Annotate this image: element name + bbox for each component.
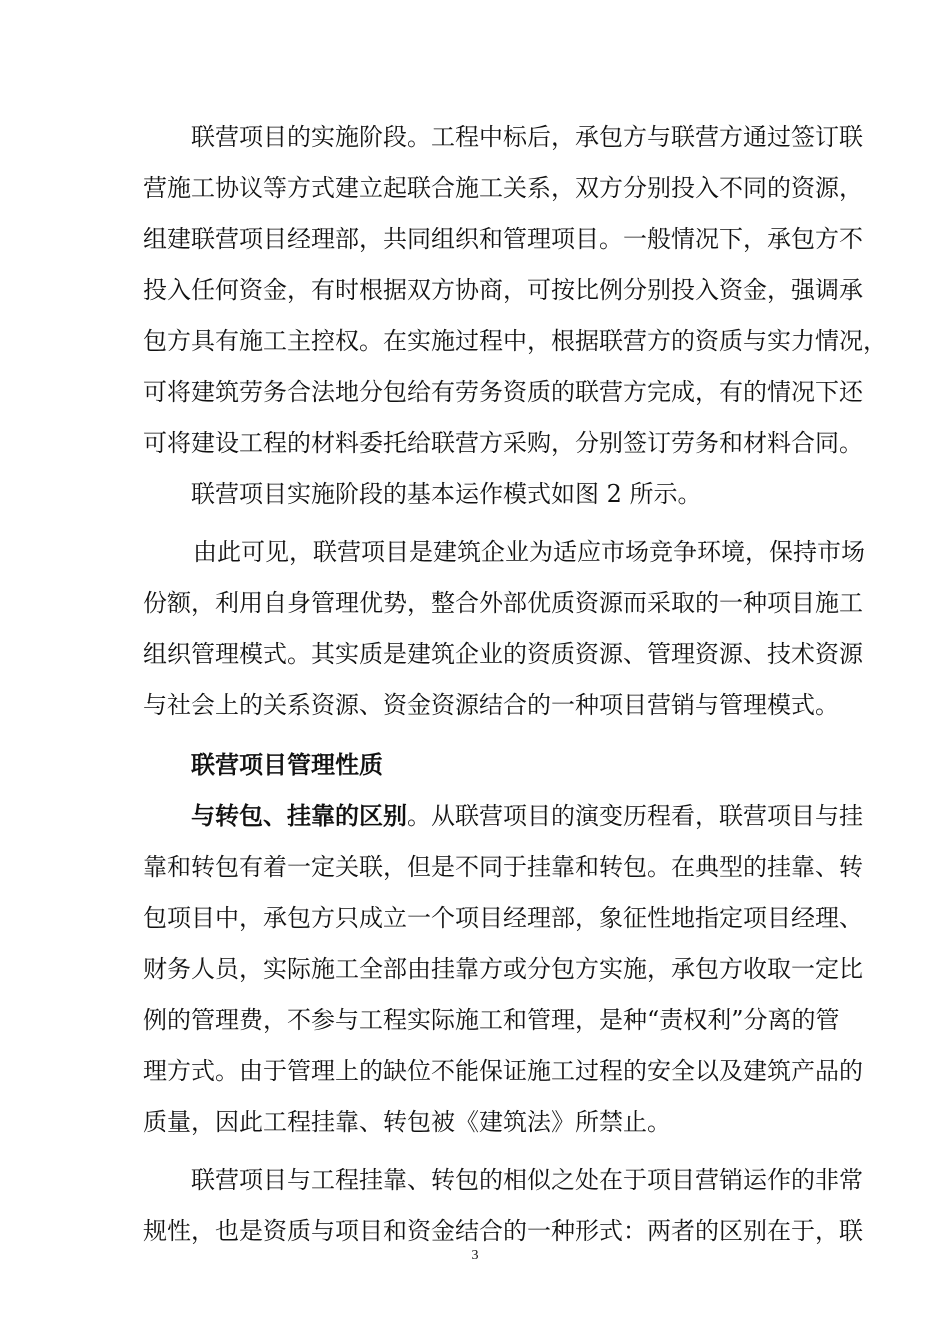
paragraph-spacing — [143, 520, 806, 527]
paragraph-line: 包项目中，承包方只成立一个项目经理部，象征性地指定项目经理、 — [143, 904, 863, 932]
paragraph-line: 联营项目与工程挂靠、转包的相似之处在于项目营销运作的非常 — [191, 1166, 863, 1194]
paragraph-line: 可将建设工程的材料委托给联营方采购，分别签订劳务和材料合同。 — [143, 429, 863, 457]
page-number: 3 — [471, 1248, 479, 1263]
paragraph-line: 联营项目的实施阶段。工程中标后，承包方与联营方通过签订联 — [191, 123, 863, 151]
paragraph-line: 财务人员，实际施工全部由挂靠方或分包方实施，承包方收取一定比 — [143, 955, 863, 983]
paragraph-conclusion — [143, 527, 865, 731]
paragraph-line: 包方具有施工主控权。在实施过程中，根据联营方的资质与实力情况， — [143, 327, 887, 355]
document-body — [143, 112, 887, 1257]
paragraph-line: 联营项目实施阶段的基本运作模式如图 2 所示。 — [191, 480, 702, 508]
paragraph-spacing — [143, 1148, 806, 1155]
paragraph-figure-reference — [143, 469, 806, 520]
paragraph-text: 。从联营项目的演变历程看，联营项目与挂 — [407, 802, 863, 830]
paragraph-line: 靠和转包有着一定关联，但是不同于挂靠和转包。在典型的挂靠、转 — [143, 853, 863, 881]
paragraph-implementation-stage — [143, 112, 887, 469]
paragraph-line: 质量，因此工程挂靠、转包被《建筑法》所禁止。 — [143, 1108, 671, 1136]
paragraph-line — [143, 791, 863, 842]
paragraph-line: 例的管理费，不参与工程实际施工和管理，是种“责权利”分离的管 — [143, 1006, 840, 1034]
paragraph-line: 投入任何资金，有时根据双方协商，可按比例分别投入资金，强调承 — [143, 276, 863, 304]
section-heading: 联营项目管理性质 — [191, 751, 383, 779]
paragraph-line: 营施工协议等方式建立起联合施工关系，双方分别投入不同的资源， — [143, 174, 863, 202]
paragraph-line: 组建联营项目经理部，共同组织和管理项目。一般情况下，承包方不 — [143, 225, 863, 253]
paragraph-difference-from-subcontracting — [143, 791, 863, 1148]
paragraph-line: 组织管理模式。其实质是建筑企业的资质资源、管理资源、技术资源 — [143, 640, 863, 668]
paragraph-similarities — [143, 1155, 863, 1257]
paragraph-line: 由此可见，联营项目是建筑企业为适应市场竞争环境，保持市场 — [193, 538, 865, 566]
paragraph-line: 规性，也是资质与项目和资金结合的一种形式：两者的区别在于，联 — [143, 1217, 863, 1245]
bold-lead-phrase: 与转包、挂靠的区别 — [191, 802, 407, 830]
paragraph-line: 理方式。由于管理上的缺位不能保证施工过程的安全以及建筑产品的 — [143, 1057, 863, 1085]
paragraph-line: 份额，利用自身管理优势，整合外部优质资源而采取的一种项目施工 — [143, 589, 863, 617]
paragraph-line: 与社会上的关系资源、资金资源结合的一种项目营销与管理模式。 — [143, 691, 839, 719]
paragraph-line: 可将建筑劳务合法地分包给有劳务资质的联营方完成，有的情况下还 — [143, 378, 863, 406]
